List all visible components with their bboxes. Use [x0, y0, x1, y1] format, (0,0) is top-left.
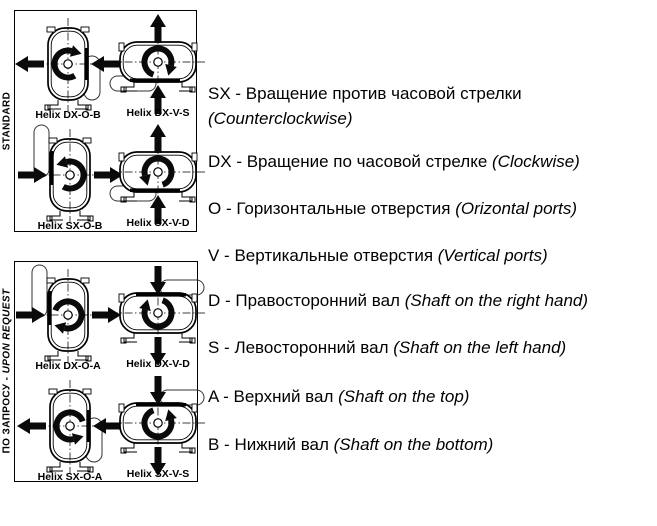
shaft-hub	[66, 171, 74, 179]
upon-request-label-text: ПО ЗАПРОСУ -	[1, 373, 13, 454]
shaft-hub	[154, 168, 162, 176]
legend-russian-text: A - Верхний вал	[208, 387, 339, 406]
pump-drawing	[20, 380, 120, 476]
pump-label: Helix SX-V-D	[126, 217, 190, 229]
pump-label: Helix SX-O-B	[37, 220, 103, 232]
pump-helix-dx-v-d	[108, 267, 208, 371]
shaft-hub	[66, 422, 74, 430]
pump-drawing	[20, 129, 120, 225]
pump-helix-dx-v-s	[108, 16, 208, 120]
shaft-hub	[64, 311, 72, 319]
flow-arrow-left	[15, 56, 44, 72]
pump-drawing	[108, 126, 208, 222]
legend-english-text: (Shaft on the left hand)	[393, 338, 567, 357]
flow-arrow-top	[150, 124, 166, 153]
flow-arrow-top	[150, 14, 166, 43]
standard-panel	[14, 10, 197, 232]
shaft-hub	[154, 58, 162, 66]
legend-english-text: (Shaft on the bottom)	[333, 435, 494, 454]
legend-russian-text: DX - Вращение по часовой стрелке	[208, 152, 492, 171]
legend-russian-text: S - Левосторонний вал	[208, 338, 394, 357]
shaft-hub	[64, 60, 72, 68]
pump-drawing	[108, 16, 208, 112]
legend-row-d	[208, 288, 588, 313]
legend-row-o	[208, 196, 577, 221]
pump-label: Helix DX-V-D	[126, 358, 190, 370]
legend-row-a	[208, 384, 469, 409]
pump-drawing	[18, 18, 118, 114]
pump-helix-sx-o-b	[20, 129, 120, 233]
legend-english-text: (Orizontal ports)	[455, 199, 578, 218]
legend-english-text: (Shaft on the right hand)	[404, 291, 589, 310]
legend-row-sx	[208, 81, 522, 131]
legend-english-text: (Shaft on the top)	[338, 387, 470, 406]
pump-helix-sx-v-s	[108, 377, 208, 481]
pump-drawing	[18, 269, 118, 365]
upon-request-panel	[14, 261, 198, 482]
pump-label: Helix DX-V-S	[126, 107, 190, 119]
flow-arrow-left	[18, 167, 47, 183]
legend	[208, 0, 657, 526]
pump-helix-sx-o-a	[20, 380, 120, 484]
upon-request-label	[2, 289, 13, 454]
legend-row-v	[208, 243, 548, 268]
upon-request-label-italic: UPON REQUEST	[1, 288, 13, 374]
standard-label-text: STANDARD	[1, 91, 13, 151]
legend-russian-text: D - Правосторонний вал	[208, 291, 405, 310]
legend-english-text: (Clockwise)	[492, 152, 580, 171]
pump-label: Helix SX-O-A	[37, 471, 103, 483]
shaft-hub	[154, 419, 162, 427]
legend-russian-text: V - Вертикальные отверстия	[208, 246, 438, 265]
pump-label: Helix SX-V-S	[126, 468, 190, 480]
flow-arrow-left	[17, 418, 46, 434]
pump-label: Helix DX-O-A	[35, 360, 101, 372]
standard-label	[2, 92, 13, 151]
pump-drawing	[108, 267, 208, 363]
legend-row-dx	[208, 149, 580, 174]
flow-arrow-left	[16, 307, 45, 323]
legend-russian-text: B - Нижний вал	[208, 435, 334, 454]
legend-russian-text: O - Горизонтальные отверстия	[208, 199, 456, 218]
legend-russian-text: SX - Вращение против часовой стрелки	[208, 84, 522, 103]
pump-helix-dx-o-a	[18, 269, 118, 373]
pump-label: Helix DX-O-B	[35, 109, 101, 121]
shaft-hub	[154, 309, 162, 317]
legend-english-text: (Counterclockwise)	[208, 109, 353, 128]
pump-helix-sx-v-d	[108, 126, 208, 230]
pump-helix-dx-o-b	[18, 18, 118, 122]
pump-drawing	[108, 377, 208, 473]
legend-english-text: (Vertical ports)	[437, 246, 548, 265]
legend-row-s	[208, 335, 566, 360]
legend-row-b	[208, 432, 493, 457]
